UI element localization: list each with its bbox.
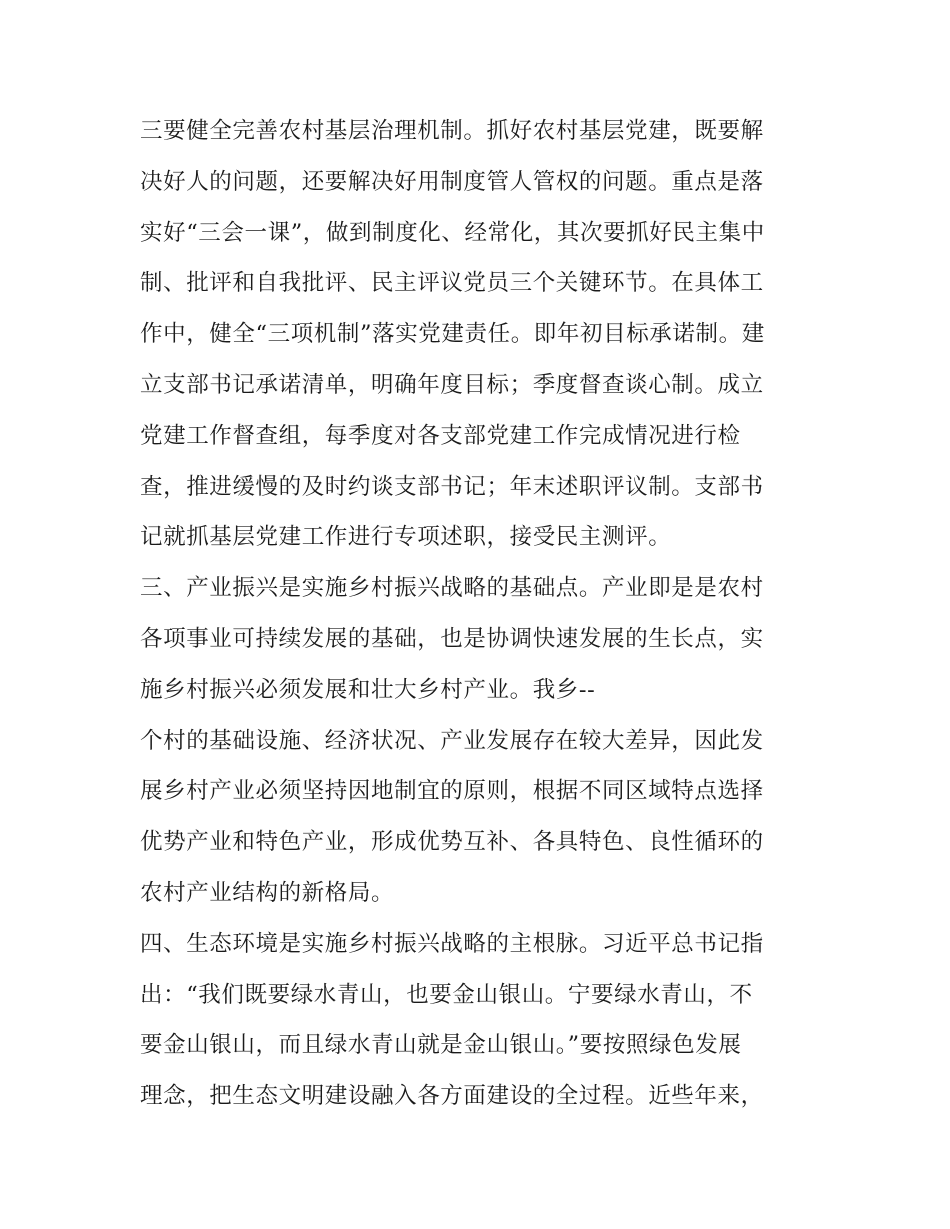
text-line: 展乡村产业必须坚持因地制宜的原则，根据不同区域特点选择 [140,778,764,805]
text-line: 制、批评和自我批评、民主评议党员三个关键环节。在具体工 [140,270,764,297]
text-line: 三要健全完善农村基层治理机制。抓好农村基层党建，既要解 [140,118,764,144]
text-line: 党建工作督查组，每季度对各支部党建工作完成情况进行检 [140,422,741,449]
text-line: 作中，健全“三项机制”落实党建责任。即年初目标承诺制。建 [140,321,765,348]
text-line: 立支部书记承诺清单，明确年度目标；季度督查谈心制。成立 [140,371,764,398]
document-body [140,106,820,1122]
text-line: 记就抓基层党建工作进行专项述职，接受民主测评。 [140,524,672,551]
text-line: 个村的基础设施、经济状况、产业发展存在较大差异，因此发 [140,727,764,754]
text-line: 要金山银山，而且绿水青山就是金山银山。”要按照绿色发展 [140,1032,742,1059]
text-line: 施乡村振兴必须发展和壮大乡村产业。我乡-- [140,676,596,703]
text-line: 各项事业可持续发展的基础，也是协调快速发展的生长点，实 [140,625,764,652]
text-line: 实好“三会一课”，做到制度化、经常化，其次要抓好民主集中 [140,219,765,246]
section-heading-line: 四、生态环境是实施乡村振兴战略的主根脉。习近平总书记指 [140,930,764,957]
text-line: 出：“我们既要绿水青山，也要金山银山。宁要绿水青山，不 [140,981,753,1008]
text-line: 查，推进缓慢的及时约谈支部书记；年末述职评议制。支部书 [140,473,764,500]
section-heading-line: 三、产业振兴是实施乡村振兴战略的基础点。产业即是是农村 [140,575,764,602]
text-line: 理念，把生态文明建设融入各方面建设的全过程。近些年来， [140,1083,764,1110]
text-line: 农村产业结构的新格局。 [140,879,395,906]
text-line: 优势产业和特色产业，形成优势互补、各具特色、良性循环的 [140,829,764,856]
text-line: 决好人的问题，还要解决好用制度管人管权的问题。重点是落 [140,168,764,195]
